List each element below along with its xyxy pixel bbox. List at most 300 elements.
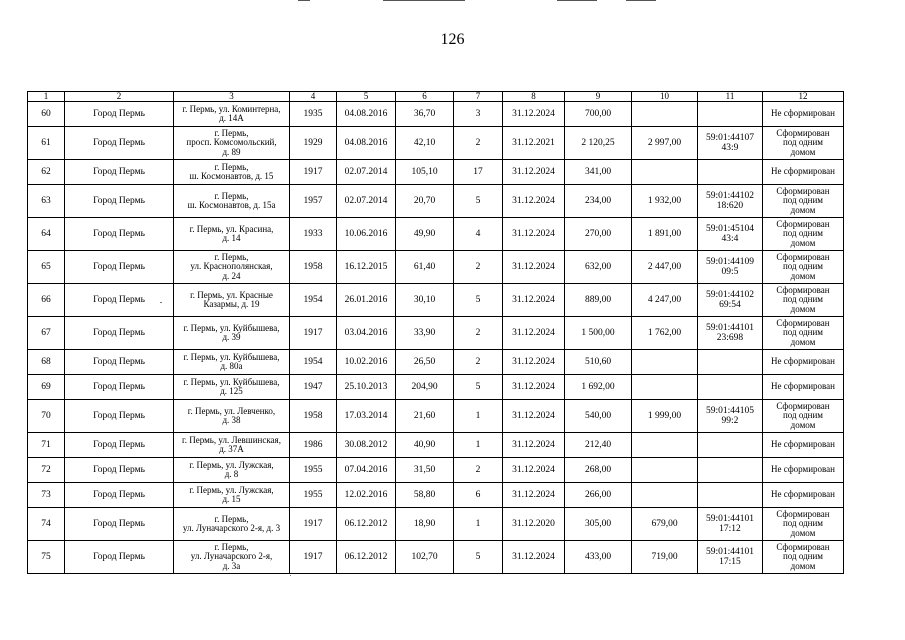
- municipality-cell: Город Пермь: [65, 185, 174, 218]
- table-body: [28, 102, 844, 574]
- status-cell: [763, 483, 844, 508]
- value-cell: 433,00: [565, 541, 632, 574]
- address-cell-line: г. Пермь, ул. Левченко,: [187, 405, 276, 416]
- value-cell: 1 692,00: [565, 375, 632, 400]
- area-cell: 42,10: [396, 127, 454, 160]
- area-cell: 105,10: [396, 160, 454, 185]
- cadastral-number-cell: [698, 458, 763, 483]
- address-cell-line: Казармы, д. 19: [203, 299, 260, 309]
- date-cell: 03.04.2016: [337, 317, 396, 350]
- column-header: 5: [337, 92, 396, 102]
- address-cell-line: г. Пермь,: [214, 541, 249, 552]
- table-row: [28, 483, 844, 508]
- build-year-cell: 1947: [290, 375, 337, 400]
- count-cell: 2: [454, 350, 503, 375]
- status-cell: [763, 102, 844, 127]
- area-cell: 18,90: [396, 508, 454, 541]
- status-cell: [763, 458, 844, 483]
- address-cell-line: д. 15: [222, 494, 241, 504]
- address-cell: [174, 284, 290, 317]
- count-cell: 5: [454, 284, 503, 317]
- land-area-cell: [632, 102, 698, 127]
- value-cell: 632,00: [565, 251, 632, 284]
- address-cell-line: д. 14: [222, 233, 241, 243]
- build-year-cell: 1958: [290, 251, 337, 284]
- address-cell-line: г. Пермь, ул. Куйбышева,: [183, 376, 280, 387]
- status-cell-line: домом: [790, 527, 816, 538]
- build-year-cell: 1929: [290, 127, 337, 160]
- cadastral-number-cell: [698, 350, 763, 375]
- address-cell: [174, 317, 290, 350]
- date-cell: 17.03.2014: [337, 400, 396, 433]
- area-cell: 40,90: [396, 433, 454, 458]
- build-year-cell: 1954: [290, 350, 337, 375]
- address-cell-line: ул. Краснополянская,: [190, 261, 273, 272]
- address-cell-line: ул. Луначарского 2-я, д. 3: [182, 523, 281, 533]
- build-year-cell: 1933: [290, 218, 337, 251]
- land-area-cell: [632, 375, 698, 400]
- row-number-cell: 71: [28, 433, 65, 458]
- area-cell: 58,80: [396, 483, 454, 508]
- column-header: 6: [396, 92, 454, 102]
- area-cell: 30,10: [396, 284, 454, 317]
- deadline-cell: 31.12.2024: [503, 541, 565, 574]
- deadline-cell: 31.12.2024: [503, 160, 565, 185]
- value-cell: 212,40: [565, 433, 632, 458]
- build-year-cell: 1954: [290, 284, 337, 317]
- status-cell-line: Не сформирован: [771, 108, 835, 119]
- cadastral-number-cell-line: 59:01:44101: [705, 514, 755, 524]
- row-number-cell: 67: [28, 317, 65, 350]
- municipality-cell: Город Пермь: [65, 541, 174, 574]
- municipality-cell: Город Пермь: [65, 317, 174, 350]
- address-cell-line: д. 37А: [219, 444, 244, 454]
- deadline-cell: 31.12.2024: [503, 284, 565, 317]
- status-cell-line: Сформирован: [776, 317, 830, 328]
- value-cell: 234,00: [565, 185, 632, 218]
- address-cell-line: д. 89: [222, 146, 241, 157]
- address-cell-line: г. Пермь, ул. Красина,: [189, 223, 274, 234]
- address-cell: [174, 127, 290, 160]
- status-cell-line: Не сформирован: [771, 489, 835, 500]
- status-cell-line: домом: [790, 419, 816, 430]
- municipality-cell: Город Пермь: [65, 375, 174, 400]
- top-scan-marks: [0, 0, 905, 6]
- deadline-cell: 31.12.2024: [503, 185, 565, 218]
- count-cell: 5: [454, 185, 503, 218]
- table-row: [28, 508, 844, 541]
- cadastral-number-cell-line: 59:01:44102: [705, 191, 755, 201]
- address-cell-line: г. Пермь,: [214, 161, 249, 172]
- count-cell: 3: [454, 102, 503, 127]
- cadastral-number-cell-line: 43:4: [721, 234, 739, 244]
- column-number-row: [28, 92, 844, 102]
- count-cell: 5: [454, 375, 503, 400]
- municipality-cell: Город Пермь: [65, 251, 174, 284]
- address-cell: [174, 185, 290, 218]
- column-header: 12: [763, 92, 844, 102]
- date-cell: 12.02.2016: [337, 483, 396, 508]
- row-number-cell: 72: [28, 458, 65, 483]
- status-cell-line: Сформирован: [776, 400, 830, 411]
- area-cell: 20,70: [396, 185, 454, 218]
- scan-speck: [160, 302, 162, 303]
- land-area-cell: 4 247,00: [632, 284, 698, 317]
- value-cell: 700,00: [565, 102, 632, 127]
- page-number: 126: [440, 31, 465, 48]
- address-cell-line: г. Пермь, ул. Лужская,: [189, 484, 274, 495]
- count-cell: 1: [454, 433, 503, 458]
- date-cell: 06.12.2012: [337, 508, 396, 541]
- value-cell: 510,60: [565, 350, 632, 375]
- land-area-cell: 1 891,00: [632, 218, 698, 251]
- date-cell: 06.12.2012: [337, 541, 396, 574]
- status-cell-line: Сформирован: [776, 541, 830, 552]
- table-row: [28, 375, 844, 400]
- deadline-cell: 31.12.2021: [503, 127, 565, 160]
- row-number-cell: 63: [28, 185, 65, 218]
- status-cell: [763, 317, 844, 350]
- cadastral-number-cell: [698, 284, 763, 317]
- count-cell: 1: [454, 400, 503, 433]
- municipality-cell: Город Пермь: [65, 508, 174, 541]
- status-cell: [763, 375, 844, 400]
- status-cell-line: под одним: [782, 137, 824, 148]
- status-cell-line: Не сформирован: [771, 464, 835, 475]
- status-cell-line: Сформирован: [776, 218, 830, 229]
- build-year-cell: 1986: [290, 433, 337, 458]
- land-area-cell: [632, 433, 698, 458]
- status-cell-line: Сформирован: [776, 185, 830, 196]
- build-year-cell: 1957: [290, 185, 337, 218]
- address-cell-line: г. Пермь, ул. Лужская,: [189, 459, 274, 470]
- address-cell: [174, 218, 290, 251]
- deadline-cell: 31.12.2024: [503, 350, 565, 375]
- table-row: [28, 458, 844, 483]
- status-cell-line: под одним: [782, 261, 824, 272]
- date-cell: 04.08.2016: [337, 102, 396, 127]
- deadline-cell: 31.12.2024: [503, 102, 565, 127]
- status-cell-line: под одним: [782, 551, 824, 562]
- municipality-cell: Город Пермь: [65, 127, 174, 160]
- land-area-cell: 1 932,00: [632, 185, 698, 218]
- status-cell-line: под одним: [782, 294, 824, 305]
- status-cell: [763, 400, 844, 433]
- count-cell: 2: [454, 317, 503, 350]
- area-cell: 21,60: [396, 400, 454, 433]
- column-header: 9: [565, 92, 632, 102]
- build-year-cell: 1955: [290, 483, 337, 508]
- cadastral-number-cell-line: 23:698: [716, 333, 744, 343]
- table-row: [28, 400, 844, 433]
- address-cell: [174, 433, 290, 458]
- cadastral-number-cell-line: 59:01:44105: [705, 406, 755, 416]
- build-year-cell: 1917: [290, 508, 337, 541]
- cadastral-number-cell: [698, 185, 763, 218]
- value-cell: 305,00: [565, 508, 632, 541]
- address-cell-line: д. 38: [222, 415, 241, 425]
- date-cell: 10.02.2016: [337, 350, 396, 375]
- address-cell: [174, 508, 290, 541]
- address-cell: [174, 400, 290, 433]
- status-cell-line: Сформирован: [776, 127, 830, 138]
- table-row: [28, 251, 844, 284]
- deadline-cell: 31.12.2024: [503, 375, 565, 400]
- deadline-cell: 31.12.2024: [503, 483, 565, 508]
- land-area-cell: 1 762,00: [632, 317, 698, 350]
- cadastral-number-cell-line: 17:15: [719, 557, 741, 567]
- status-cell-line: Сформирован: [776, 284, 830, 295]
- status-cell: [763, 218, 844, 251]
- status-cell: [763, 508, 844, 541]
- cadastral-number-cell: [698, 251, 763, 284]
- municipality-cell: Город Пермь: [65, 102, 174, 127]
- table-row: [28, 127, 844, 160]
- value-cell: 2 120,25: [565, 127, 632, 160]
- cadastral-number-cell-line: 17:12: [719, 524, 741, 534]
- area-cell: 33,90: [396, 317, 454, 350]
- address-cell: [174, 350, 290, 375]
- status-cell-line: под одним: [782, 327, 824, 338]
- row-number-cell: 64: [28, 218, 65, 251]
- land-area-cell: [632, 350, 698, 375]
- land-area-cell: 679,00: [632, 508, 698, 541]
- table-row: [28, 317, 844, 350]
- address-cell-line: г. Пермь, ул. Куйбышева,: [183, 322, 280, 333]
- cadastral-number-cell: [698, 541, 763, 574]
- date-cell: 26.01.2016: [337, 284, 396, 317]
- municipality-cell: Город Пермь: [65, 433, 174, 458]
- table-row: [28, 218, 844, 251]
- address-cell-line: д. 8: [224, 469, 239, 479]
- column-header: 8: [503, 92, 565, 102]
- address-cell: [174, 483, 290, 508]
- status-cell-line: Сформирован: [776, 508, 830, 519]
- date-cell: 10.06.2016: [337, 218, 396, 251]
- build-year-cell: 1958: [290, 400, 337, 433]
- status-cell-line: домом: [790, 146, 816, 157]
- cadastral-number-cell-line: 43:9: [721, 143, 739, 153]
- date-cell: 02.07.2014: [337, 160, 396, 185]
- status-cell: [763, 185, 844, 218]
- date-cell: 16.12.2015: [337, 251, 396, 284]
- cadastral-number-cell-line: 59:01:45104: [705, 224, 755, 234]
- address-cell-line: г. Пермь,: [214, 251, 249, 262]
- address-cell-line: г. Пермь,: [214, 190, 249, 201]
- deadline-cell: 31.12.2024: [503, 458, 565, 483]
- status-cell: [763, 350, 844, 375]
- status-cell-line: под одним: [782, 195, 824, 206]
- municipality-cell: Город Пермь: [65, 284, 174, 317]
- address-cell-line: г. Пермь, ул. Красные: [190, 289, 273, 300]
- cadastral-number-cell-line: 69:54: [719, 300, 741, 310]
- row-number-cell: 60: [28, 102, 65, 127]
- row-number-cell: 69: [28, 375, 65, 400]
- deadline-cell: 31.12.2024: [503, 218, 565, 251]
- area-cell: 61,40: [396, 251, 454, 284]
- column-header: 7: [454, 92, 503, 102]
- status-cell-line: Не сформирован: [771, 166, 835, 177]
- build-year-cell: 1917: [290, 541, 337, 574]
- status-cell: [763, 433, 844, 458]
- area-cell: 31,50: [396, 458, 454, 483]
- cadastral-number-cell-line: 59:01:44109: [705, 257, 755, 267]
- count-cell: 2: [454, 458, 503, 483]
- municipality-cell: Город Пермь: [65, 350, 174, 375]
- count-cell: 2: [454, 127, 503, 160]
- area-cell: 102,70: [396, 541, 454, 574]
- status-cell: [763, 160, 844, 185]
- municipality-cell: Город Пермь: [65, 160, 174, 185]
- land-area-cell: 719,00: [632, 541, 698, 574]
- status-cell-line: под одним: [782, 410, 824, 421]
- value-cell: 1 500,00: [565, 317, 632, 350]
- address-cell: [174, 160, 290, 185]
- status-cell-line: домом: [790, 303, 816, 314]
- cadastral-number-cell: [698, 508, 763, 541]
- land-area-cell: 2 997,00: [632, 127, 698, 160]
- status-cell-line: Не сформирован: [771, 439, 835, 450]
- count-cell: 2: [454, 251, 503, 284]
- value-cell: 341,00: [565, 160, 632, 185]
- status-cell: [763, 251, 844, 284]
- deadline-cell: 31.12.2024: [503, 317, 565, 350]
- status-cell-line: домом: [790, 237, 816, 248]
- row-number-cell: 75: [28, 541, 65, 574]
- cadastral-number-cell-line: 59:01:44107: [705, 133, 755, 143]
- count-cell: 1: [454, 508, 503, 541]
- value-cell: 889,00: [565, 284, 632, 317]
- cadastral-number-cell-line: 59:01:44102: [705, 290, 755, 300]
- table-row: [28, 102, 844, 127]
- deadline-cell: 31.12.2024: [503, 433, 565, 458]
- address-cell: [174, 458, 290, 483]
- address-cell: [174, 251, 290, 284]
- table-row: [28, 433, 844, 458]
- land-area-cell: [632, 458, 698, 483]
- municipality-cell: Город Пермь: [65, 458, 174, 483]
- row-number-cell: 66: [28, 284, 65, 317]
- row-number-cell: 68: [28, 350, 65, 375]
- value-cell: 268,00: [565, 458, 632, 483]
- municipality-cell: Город Пермь: [65, 218, 174, 251]
- column-header: 4: [290, 92, 337, 102]
- date-cell: 30.08.2012: [337, 433, 396, 458]
- address-cell-line: ш. Космонавтов, д. 15а: [187, 200, 276, 210]
- address-cell: [174, 375, 290, 400]
- address-cell-line: д. 125: [220, 386, 243, 396]
- cadastral-number-cell-line: 59:01:44101: [705, 323, 755, 333]
- address-cell-line: г. Пермь, ул. Куйбышева,: [183, 351, 280, 362]
- table-row: [28, 160, 844, 185]
- column-header: 2: [65, 92, 174, 102]
- cadastral-number-cell-line: 09:5: [721, 267, 739, 277]
- land-area-cell: [632, 483, 698, 508]
- count-cell: 6: [454, 483, 503, 508]
- column-header: 3: [174, 92, 290, 102]
- address-cell-line: д. 3а: [222, 560, 241, 571]
- cadastral-number-cell: [698, 218, 763, 251]
- status-cell-line: Не сформирован: [771, 381, 835, 392]
- cadastral-number-cell-line: 18:620: [716, 201, 744, 211]
- cadastral-number-cell: [698, 433, 763, 458]
- status-cell-line: под одним: [782, 228, 824, 239]
- status-cell-line: домом: [790, 204, 816, 215]
- address-cell-line: д. 24: [222, 270, 241, 281]
- date-cell: 07.04.2016: [337, 458, 396, 483]
- scan-speck: [290, 575, 291, 576]
- address-cell: [174, 102, 290, 127]
- value-cell: 270,00: [565, 218, 632, 251]
- row-number-cell: 70: [28, 400, 65, 433]
- value-cell: 540,00: [565, 400, 632, 433]
- status-cell-line: Сформирован: [776, 251, 830, 262]
- build-year-cell: 1917: [290, 317, 337, 350]
- value-cell: 266,00: [565, 483, 632, 508]
- land-area-cell: 2 447,00: [632, 251, 698, 284]
- deadline-cell: 31.12.2024: [503, 251, 565, 284]
- address-cell-line: ул. Луначарского 2-я,: [190, 551, 273, 562]
- build-year-cell: 1917: [290, 160, 337, 185]
- address-cell-line: просп. Комсомольский,: [186, 137, 277, 148]
- address-cell: [174, 541, 290, 574]
- row-number-cell: 74: [28, 508, 65, 541]
- address-cell-line: д. 39: [222, 332, 241, 342]
- address-cell-line: г. Пермь,: [214, 127, 249, 138]
- status-cell-line: Не сформирован: [771, 356, 835, 367]
- cadastral-number-cell: [698, 160, 763, 185]
- area-cell: 36,70: [396, 102, 454, 127]
- deadline-cell: 31.12.2020: [503, 508, 565, 541]
- housing-register-table: [27, 91, 844, 574]
- row-number-cell: 73: [28, 483, 65, 508]
- land-area-cell: [632, 160, 698, 185]
- status-cell-line: домом: [790, 270, 816, 281]
- date-cell: 02.07.2014: [337, 185, 396, 218]
- cadastral-number-cell: [698, 102, 763, 127]
- row-number-cell: 61: [28, 127, 65, 160]
- row-number-cell: 65: [28, 251, 65, 284]
- area-cell: 26,50: [396, 350, 454, 375]
- municipality-cell: Город Пермь: [65, 400, 174, 433]
- table-row: [28, 350, 844, 375]
- column-header: 1: [28, 92, 65, 102]
- build-year-cell: 1935: [290, 102, 337, 127]
- cadastral-number-cell: [698, 400, 763, 433]
- date-cell: 25.10.2013: [337, 375, 396, 400]
- cadastral-number-cell: [698, 127, 763, 160]
- count-cell: 5: [454, 541, 503, 574]
- land-area-cell: 1 999,00: [632, 400, 698, 433]
- table-row: [28, 541, 844, 574]
- address-cell-line: ш. Космонавтов, д. 15: [189, 171, 274, 181]
- table-row: [28, 284, 844, 317]
- deadline-cell: 31.12.2024: [503, 400, 565, 433]
- table-row: [28, 185, 844, 218]
- cadastral-number-cell-line: 99:2: [721, 416, 739, 426]
- cadastral-number-cell: [698, 375, 763, 400]
- municipality-cell: Город Пермь: [65, 483, 174, 508]
- address-cell-line: г. Пермь, ул. Коминтерна,: [182, 103, 281, 114]
- address-cell-line: д. 80а: [220, 361, 243, 371]
- status-cell: [763, 127, 844, 160]
- address-cell-line: г. Пермь,: [214, 513, 249, 524]
- address-cell-line: г. Пермь, ул. Левшинская,: [182, 434, 281, 445]
- cadastral-number-cell-line: 59:01:44101: [705, 547, 755, 557]
- status-cell-line: домом: [790, 560, 816, 571]
- column-header: 11: [698, 92, 763, 102]
- status-cell-line: под одним: [782, 518, 824, 529]
